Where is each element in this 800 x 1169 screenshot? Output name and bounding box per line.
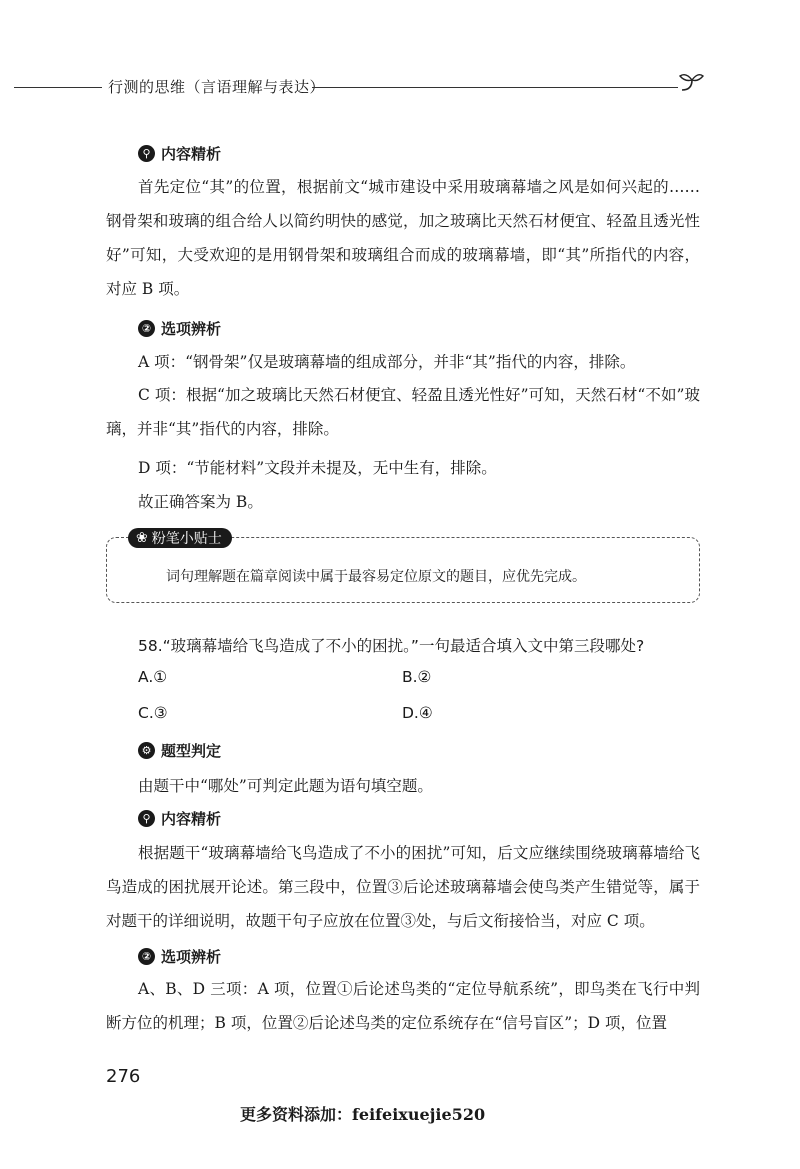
header-rule-left: [14, 87, 102, 88]
section-heading-content-analysis-2: [138, 808, 221, 829]
header-rule-right: [312, 87, 678, 88]
content-analysis-paragraph-2: 根据题干“玻璃幕墙给飞鸟造成了不小的困扰”可知，后文应继续围绕玻璃幕墙给飞鸟造成的困扰展开论述。第三段中，位置③后论述玻璃幕墙会使鸟类产生错觉等，属于对题干的详细说明，故题干句子应放在位置③处，与后文衔接恰当，对应 C 项。: [106, 844, 700, 930]
tip-text: 词句理解题在篇章阅读中属于最容易定位原文的题目，应优先完成。: [166, 569, 586, 585]
section-heading-label: 选项辨析: [161, 948, 222, 966]
section-heading-option-analysis-2: [138, 946, 221, 967]
tip-label-tag: [128, 528, 232, 548]
option-analysis-paragraph-2: A、B、D 三项：A 项，位置①后论述鸟类的“定位导航系统”，即鸟类在飞行中判断方位的机理；B 项，位置②后论述鸟类的定位系统存在“信号盲区”；D 项，位置: [106, 980, 700, 1032]
section-heading-content-analysis: [138, 143, 221, 164]
option-d-analysis: D 项：“节能材料”文段并未提及，无中生有，排除。: [138, 459, 497, 477]
sprout-icon: [676, 70, 704, 98]
magnifier-badge-icon: ⚲: [138, 810, 155, 827]
question-stem: 58.“玻璃幕墙给飞鸟造成了不小的困扰。”一句最适合填入文中第三段哪处?: [138, 637, 645, 655]
choice-c: C.③: [138, 704, 168, 722]
choice-d: D.④: [402, 704, 433, 722]
section-heading-label: 题型判定: [161, 742, 222, 760]
option-c-analysis: C 项：根据“加之玻璃比天然石材便宜、轻盈且透光性好”可知，天然石材“不如”玻璃，并非“其”指代的内容，排除。: [106, 386, 700, 438]
running-header-title: 行测的思维（言语理解与表达）: [108, 78, 326, 96]
question-type-text: 由题干中“哪处”可判定此题为语句填空题。: [138, 777, 433, 795]
footer-watermark-note: 更多资料添加：feifeixuejie520: [240, 1105, 486, 1124]
section-heading-question-type: [138, 740, 221, 761]
gear-badge-icon: ⚙: [138, 742, 155, 759]
section-heading-option-analysis: [138, 318, 221, 339]
circle-2-badge-icon: ②: [138, 320, 155, 337]
running-header: [0, 70, 800, 106]
content-analysis-paragraph: 首先定位“其”的位置，根据前文“城市建设中采用玻璃幕墙之风是如何兴起的……钢骨架和玻璃的组合给人以简约明快的感觉，加之玻璃比天然石材便宜、轻盈且透光性好”可知，大受欢迎的是用钢骨架和玻璃组合而成的玻璃幕墙，即“其”所指代的内容，对应 B 项。: [106, 178, 700, 298]
option-a-analysis: A 项：“钢骨架”仅是玻璃幕墙的组成部分，并非“其”指代的内容，排除。: [138, 353, 636, 371]
answer-line: 故正确答案为 B。: [138, 493, 263, 511]
section-heading-label: 选项辨析: [161, 320, 222, 338]
choice-a: A.①: [138, 668, 168, 686]
section-heading-label: 内容精析: [161, 810, 222, 828]
magnifier-badge-icon: ⚲: [138, 145, 155, 162]
section-heading-label: 内容精析: [161, 145, 222, 163]
page-number: 276: [106, 1066, 141, 1087]
circle-2-badge-icon: ②: [138, 948, 155, 965]
choice-b: B.②: [402, 668, 432, 686]
tip-label: 粉笔小贴士: [151, 531, 222, 547]
sprout-small-icon: ❀: [136, 530, 148, 546]
